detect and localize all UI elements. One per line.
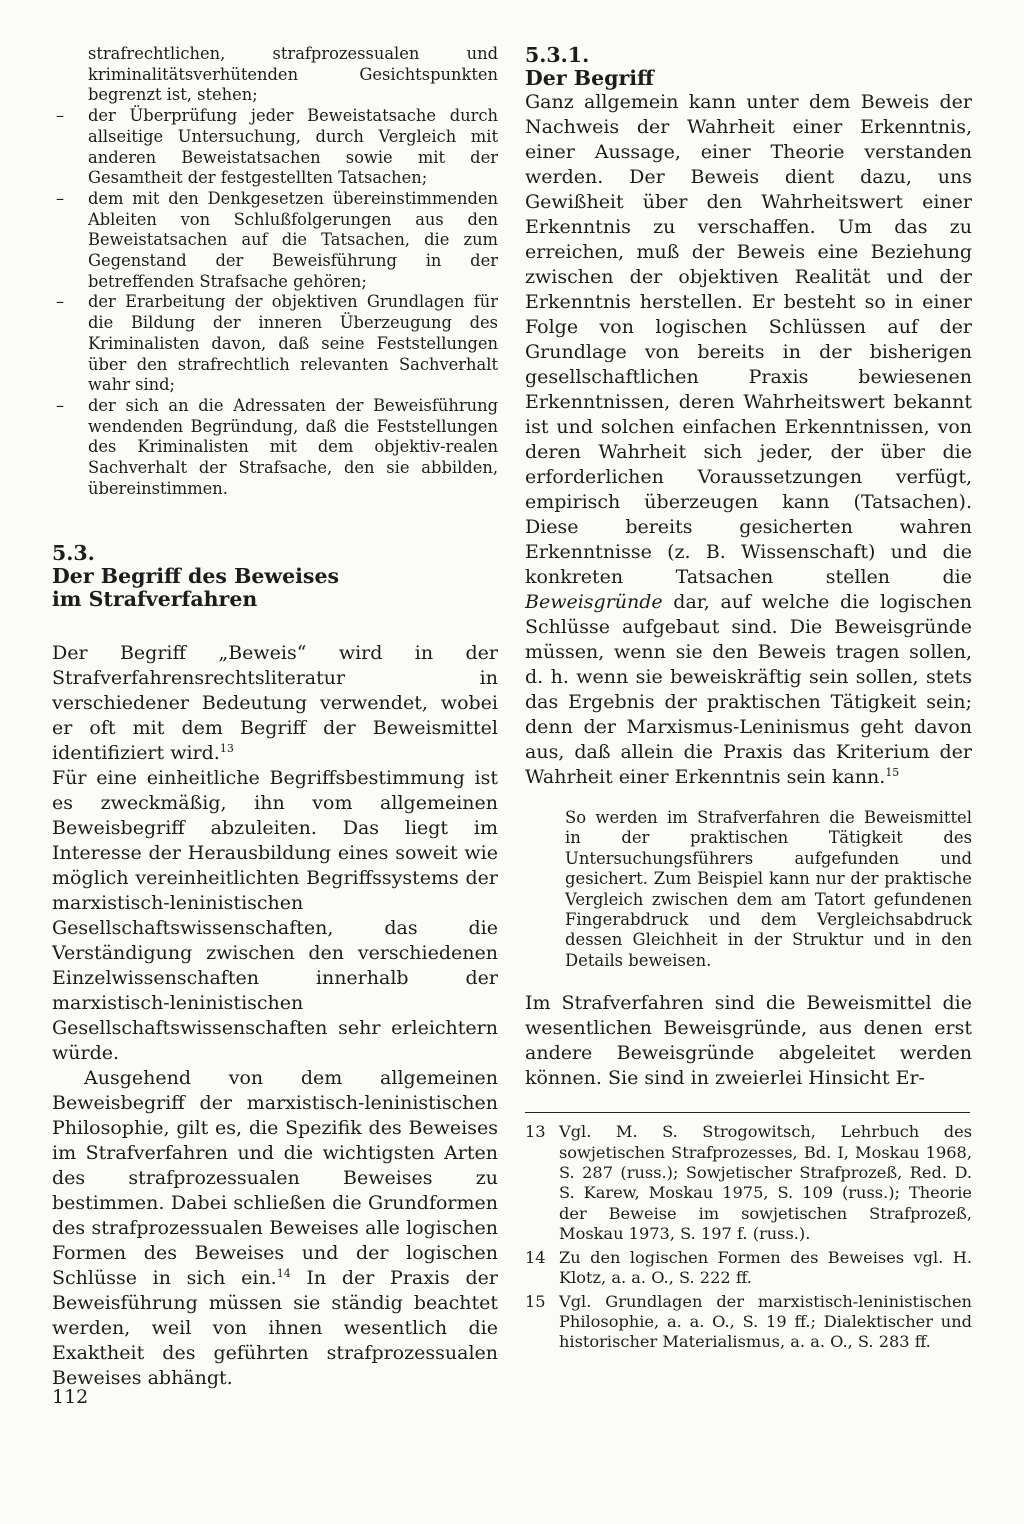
section-number: 5.3.	[52, 541, 95, 566]
footnote-13	[525, 1122, 972, 1244]
paragraph-text: dar, auf welche die logischen Schlüsse aufgebaut sind. Die Beweisgründe müssen, wenn sie den Beweis tragen sollen, d. h. wenn sie beweiskräftig sein sollen, stets das Ergebnis der praktischen Tätigkeit sein; denn der Marxismus-Leninismus geht davon aus, daß allein die Praxis das Kriterium der Wahrheit einer Erkenntnis sein kann.	[525, 591, 972, 788]
footnotes	[525, 1122, 972, 1352]
footnote-15	[525, 1292, 972, 1353]
emphasis-beweisgruende: Beweisgründe	[525, 591, 663, 613]
paragraph-beweis-definition	[525, 90, 972, 790]
subsection-number: 5.3.1.	[525, 43, 590, 67]
list-item: – der Erarbeitung der objektiven Grundlagen für die Bildung der inneren Überzeugung des Kriminalisten davon, daß seine Feststellungen über den strafrechtlich relevanten Sachverhalt wahr sind;	[88, 292, 498, 396]
list-item: – der Überprüfung jeder Beweistatsache durch allseitige Untersuchung, durch Vergleich mit anderen Beweistatsachen sowie mit der Gesamtheit der festgestellten Tatsachen;	[88, 106, 498, 189]
section-heading	[52, 542, 498, 611]
footnote-14	[525, 1248, 972, 1289]
footnote-ref-15[interactable]: 15	[885, 766, 900, 779]
paragraph-text: Ausgehend von dem allgemeinen Beweisbegriff der marxistisch-leninistischen Philosophie, gilt es, die Spezifik des Beweises im Strafverfahren und die wichtigsten Arten des strafprozessualen Beweises zu bestimmen. Dabei schließen die Grundformen des strafprozessualen Beweises alle logischen Formen des Beweises und der logischen Schlüsse in sich ein.	[52, 1067, 498, 1290]
footnote-number: 13	[525, 1122, 546, 1142]
paragraph-text: In der Praxis der Beweisführung müssen sie ständig beachtet werden, weil von ihnen wesentlich die Exaktheit des geführten strafprozessualen Beweises abhängt.	[52, 1267, 498, 1390]
right-column	[525, 44, 972, 1353]
list-continuation: strafrechtlichen, strafprozessualen und kriminalitätsverhütenden Gesichtspunkten begrenzt ist, stehen;	[88, 44, 498, 105]
paragraph-text: Ganz allgemein kann unter dem Beweis der Nachweis der Wahrheit einer Erkenntnis, einer Aussage, einer Theorie verstanden werden. Der Beweis dient dazu, uns Gewißheit über den Wahrheitswert einer Erkenntnis zu verschaffen. Um das zu erreichen, muß der Beweis eine Beziehung zwischen der objektiven Realität und der Erkenntnis herstellen. Er besteht so in einer Folge von logischen Schlüssen auf der Grundlage von bereits in der bisherigen gesellschaftlichen Praxis bewiesenen Erkenntnissen, deren Wahrheitswert bekannt ist und solchen einfachen Erkenntnissen, von deren Wahrheit sich jeder, der über die erforderlichen Voraussetzungen verfügt, empirisch überzeugen kann (Tatsachen). Diese bereits gesicherten wahren Erkenntnisse (z. B. Wissenschaft) und die konkreten Tatsachen stellen die	[525, 91, 972, 588]
paragraph-text: Der Begriff „Beweis“ wird in der Strafverfahrensrechtsliteratur in verschiedener Bedeutung verwendet, wobei er oft mit dem Begriff der Beweismittel identifiziert wird.	[52, 642, 498, 765]
paragraph-allgemeiner-beweisbegriff	[52, 1066, 498, 1391]
paragraph-beweis-begriff	[52, 641, 498, 766]
paragraph-begriffsbestimmung: Für eine einheitliche Begriffsbestimmung ist es zweckmäßig, ihn vom allgemeinen Beweisbegriff abzuleiten. Das liegt im Interesse der Herausbildung eines soweit wie möglich vereinheitlichten Begriffssystems der marxistisch-leninistischen Gesellschaftswissenschaften, das die Verständigung zwischen den verschiedenen Einzelwissenschaften innerhalb der marxistisch-leninistischen Gesellschaftswissenschaften sehr erleichtern würde.	[52, 767, 498, 1065]
page-number: 112	[52, 1386, 89, 1408]
paragraph-beweismittel: Im Strafverfahren sind die Beweismittel die wesentlichen Beweisgründe, aus denen erst andere Beweisgründe abgeleitet werden können. Sie sind in zweierlei Hinsicht Er-	[525, 992, 972, 1090]
subsection-heading	[525, 44, 972, 90]
section-title-line-1: Der Begriff des Beweises	[52, 564, 340, 589]
footnote-divider	[525, 1112, 970, 1113]
list-item: – dem mit den Denkgesetzen übereinstimmenden Ableiten von Schlußfolgerungen aus den Beweistatsachen auf die Tatsachen, die zum Gegenstand der Beweisführung in der betreffenden Strafsache gehören;	[88, 189, 498, 293]
left-column	[52, 44, 498, 1391]
footnote-number: 14	[525, 1247, 546, 1267]
example-block: So werden im Strafverfahren die Beweismittel in der praktischen Tätigkeit des Untersuchungsführers aufgefunden und gesichert. Zum Beispiel kann nur der praktische Vergleich zwischen dem am Tatort gefundenen Fingerabdruck und dem Vergleichsabdruck dessen Gleichheit in der Struktur und in den Details beweisen.	[565, 808, 972, 970]
subsection-title: Der Begriff	[525, 66, 654, 90]
list-item: – der sich an die Adressaten der Beweisführung wendenden Begründung, daß die Feststellungen des Kriminalisten mit dem objektiv-realen Sachverhalt der Strafsache, den sie abbilden, übereinstimmen.	[88, 396, 498, 500]
footnote-ref-14[interactable]: 14	[276, 1267, 291, 1281]
section-title-line-2: im Strafverfahren	[52, 587, 258, 612]
criteria-list	[88, 44, 498, 499]
footnote-number: 15	[525, 1291, 546, 1311]
footnote-text: Zu den logischen Formen des Beweises vgl. H. Klotz, a. a. O., S. 222 ff.	[559, 1247, 972, 1288]
footnote-ref-13[interactable]: 13	[219, 742, 234, 756]
footnote-text: Vgl. Grundlagen der marxistisch-leninistischen Philosophie, a. a. O., S. 19 ff.; Dialektischer und historischer Materialismus, a. a. O., S. 283 ff.	[559, 1291, 972, 1352]
footnote-text: Vgl. M. S. Strogowitsch, Lehrbuch des sowjetischen Strafprozesses, Bd. I, Moskau 1968, S. 287 (russ.); Sowjetischer Strafprozeß, Red. D. S. Karew, Moskau 1975, S. 109 (russ.); Theorie der Beweise im sowjetischen Strafprozeß, Moskau 1973, S. 197 f. (russ.).	[559, 1122, 972, 1244]
